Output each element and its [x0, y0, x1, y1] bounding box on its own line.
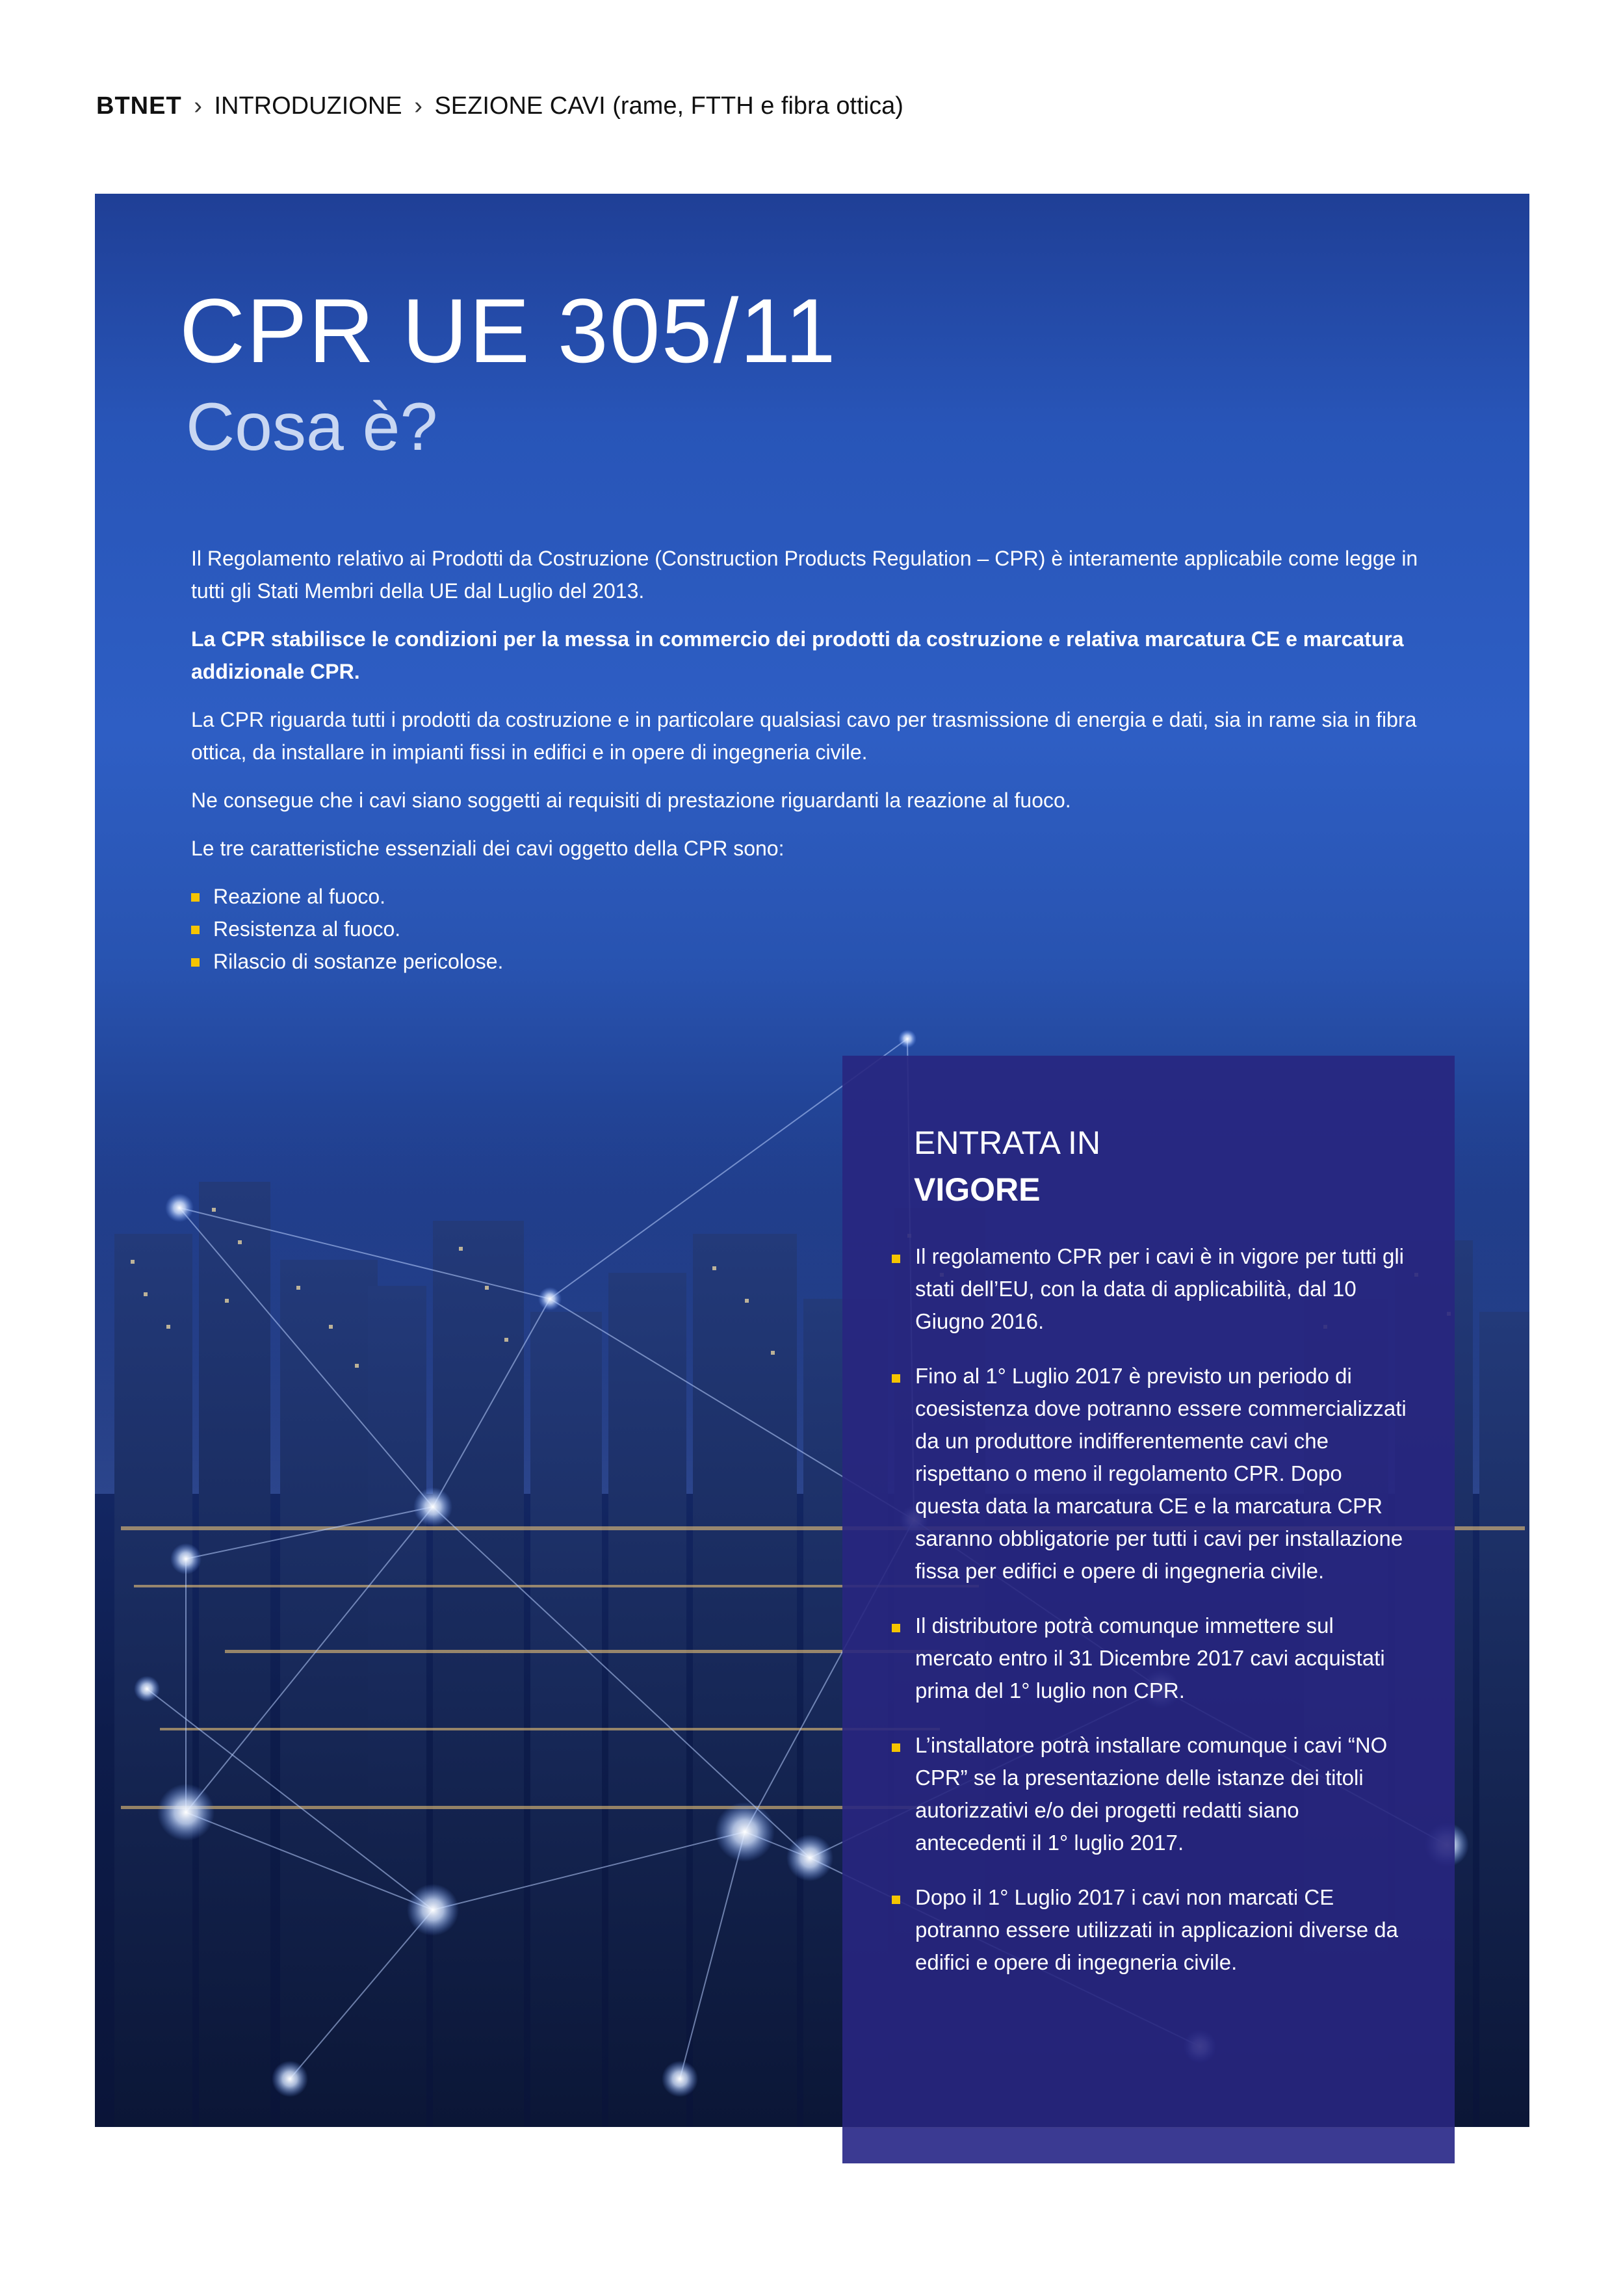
sidebox-heading [914, 1119, 1100, 1213]
page-subtitle: Cosa è? [186, 389, 438, 465]
bullet-icon [191, 893, 200, 902]
sidebox-heading-line2: VIGORE [914, 1171, 1041, 1208]
list-item [191, 945, 1439, 978]
entrata-in-vigore-box [842, 1056, 1455, 2163]
breadcrumb-brand: BTNET [96, 92, 182, 120]
sidebox-footer-band [842, 2128, 1455, 2163]
list-item-text: L’installatore potrà installare comunque i cavi “NO CPR” se la presentazione delle istanze dei titoli autorizzativi e/o dei progetti redatti siano antecedenti il 1° luglio 2017. [915, 1733, 1388, 1855]
breadcrumb-separator: › [194, 92, 202, 120]
list-item-text: Il regolamento CPR per i cavi è in vigore per tutti gli stati dell’EU, con la data di applicabilità, dal 10 Giugno 2016. [915, 1244, 1405, 1333]
page-title: CPR UE 305/11 [179, 280, 837, 382]
intro-paragraph-bold: La CPR stabilisce le condizioni per la messa in commercio dei prodotti da costruzione e relativa marcatura CE e marcatura addizionale CPR. [191, 627, 1404, 683]
breadcrumb-item-sezione-cavi: SEZIONE CAVI (rame, FTTH e fibra ottica) [434, 92, 903, 120]
list-item [892, 1610, 1412, 1707]
list-item-text: Reazione al fuoco. [213, 885, 386, 908]
bullet-icon [191, 958, 200, 967]
intro-paragraph: Ne consegue che i cavi siano soggetti ai requisiti di prestazione riguardanti la reazione al fuoco. [191, 789, 1071, 812]
bullet-icon [892, 1896, 900, 1904]
bullet-icon [892, 1743, 900, 1752]
list-item [892, 1729, 1412, 1859]
sidebox-heading-line1: ENTRATA IN [914, 1125, 1101, 1161]
bullet-icon [892, 1624, 900, 1632]
bullet-icon [191, 926, 200, 934]
characteristics-list [191, 880, 1439, 978]
bullet-icon [892, 1374, 900, 1383]
bullet-icon [892, 1255, 900, 1263]
intro-text [191, 542, 1439, 978]
list-item [892, 1881, 1412, 1979]
list-item [191, 913, 1439, 945]
intro-paragraph: Le tre caratteristiche essenziali dei cavi oggetto della CPR sono: [191, 837, 785, 860]
sidebox-list [892, 1240, 1412, 2001]
list-item-text: Il distributore potrà comunque immettere sul mercato entro il 31 Dicembre 2017 cavi acquistati prima del 1° luglio non CPR. [915, 1613, 1385, 1702]
intro-paragraph: La CPR riguarda tutti i prodotti da costruzione e in particolare qualsiasi cavo per trasmissione di energia e dati, sia in rame sia in fibra ottica, da installare in impianti fissi in edifici e in opere di ingegneria civile. [191, 708, 1417, 764]
list-item-text: Rilascio di sostanze pericolose. [213, 950, 504, 973]
intro-paragraph: Il Regolamento relativo ai Prodotti da Costruzione (Construction Products Regulation – CPR) è interamente applicabile come legge in tutti gli Stati Membri della UE dal Luglio del 2013. [191, 547, 1418, 603]
list-item-text: Dopo il 1° Luglio 2017 i cavi non marcati CE potranno essere utilizzati in applicazioni diverse da edifici e opere di ingegneria civile. [915, 1885, 1398, 1974]
list-item [892, 1360, 1412, 1587]
list-item-text: Fino al 1° Luglio 2017 è previsto un periodo di coesistenza dove potranno essere commercializzati da un produttore indifferentemente cavi che rispettano o meno il regolamento CPR. Dopo questa data la marcatura CE e la marcatura CPR saranno obbligatorie per tutti i cavi per installazione fissa per edifici e opere di ingegneria civile. [915, 1364, 1407, 1583]
breadcrumb [96, 92, 903, 120]
breadcrumb-separator: › [414, 92, 422, 120]
list-item [191, 880, 1439, 913]
list-item-text: Resistenza al fuoco. [213, 917, 401, 941]
breadcrumb-item-introduzione: INTRODUZIONE [214, 92, 402, 120]
list-item [892, 1240, 1412, 1338]
